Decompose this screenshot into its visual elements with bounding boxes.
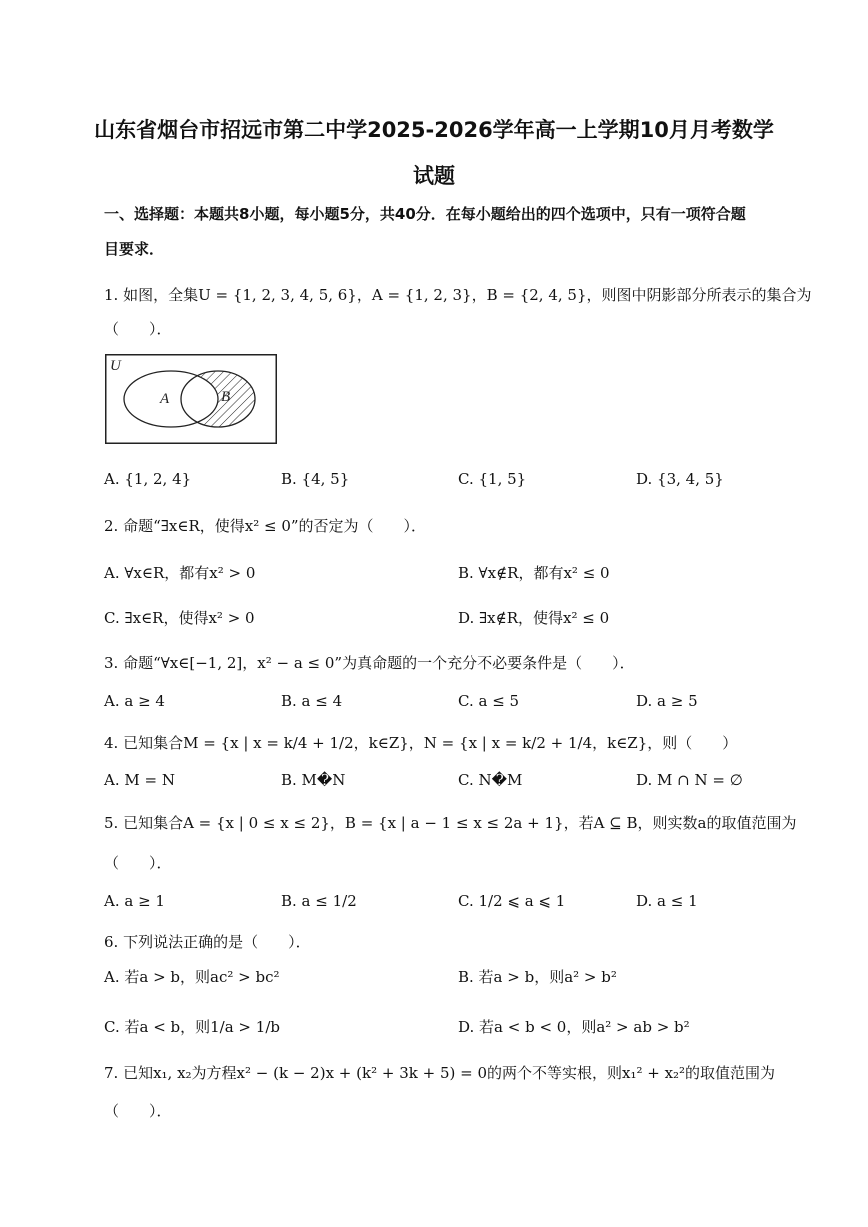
q5-option-b: B. a ≤ 1/2: [281, 892, 357, 910]
venn-label-b: B: [221, 389, 231, 405]
q1-stem: 1. 如图，全集U = {1, 2, 3, 4, 5, 6}，A = {1, 2, 3}，B = {2, 4, 5}，则图中阴影部分所表示的集合为: [104, 286, 812, 304]
q4-option-a: A. M = N: [104, 771, 175, 789]
doc-title-line1: 山东省烟台市招远市第二中学2025-2026学年高一上学期10月月考数学: [94, 118, 774, 142]
q6-option-a: A. 若a > b，则ac² > bc²: [104, 968, 280, 986]
q2-stem: 2. 命题“∃x∈R，使得x² ≤ 0”的否定为（ ）．: [104, 517, 427, 535]
q3-option-c: C. a ≤ 5: [458, 692, 520, 710]
doc-title-line2: 试题: [413, 164, 455, 188]
q3-stem: 3. 命题“∀x∈[−1, 2]，x² − a ≤ 0”为真命题的一个充分不必要条件是（ ）．: [104, 654, 635, 672]
q1-option-a: A. {1, 2, 4}: [104, 470, 192, 488]
q6-stem: 6. 下列说法正确的是（ ）．: [104, 933, 311, 951]
q4-option-b: B. M�N: [281, 771, 346, 789]
venn-label-a: A: [160, 391, 170, 407]
venn-label-u: U: [110, 358, 121, 374]
q5-stem-cont: （ ）．: [104, 854, 172, 872]
q5-option-c: C. 1/2 ⩽ a ⩽ 1: [458, 892, 566, 910]
q1-option-d: D. {3, 4, 5}: [636, 470, 724, 488]
q2-option-c: C. ∃x∈R，使得x² > 0: [104, 609, 255, 627]
q6-option-b: B. 若a > b，则a² > b²: [458, 968, 617, 986]
q3-option-d: D. a ≥ 5: [636, 692, 698, 710]
q1-option-c: C. {1, 5}: [458, 470, 527, 488]
q3-option-a: A. a ≥ 4: [104, 692, 165, 710]
q6-option-d: D. 若a < b < 0，则a² > ab > b²: [458, 1018, 690, 1036]
q2-option-b: B. ∀x∉R，都有x² ≤ 0: [458, 564, 610, 582]
q5-option-d: D. a ≤ 1: [636, 892, 698, 910]
q1-stem-cont: （ ）．: [104, 320, 172, 338]
q7-stem: 7. 已知x₁, x₂为方程x² − (k − 2)x + (k² + 3k + 5) = 0的两个不等实根，则x₁² + x₂²的取值范围为: [104, 1064, 776, 1082]
q4-option-d: D. M ∩ N = ∅: [636, 771, 743, 789]
q2-option-d: D. ∃x∉R，使得x² ≤ 0: [458, 609, 610, 627]
venn-diagram: [105, 354, 277, 444]
q1-option-b: B. {4, 5}: [281, 470, 350, 488]
q5-stem: 5. 已知集合A = {x | 0 ≤ x ≤ 2}，B = {x | a − 1 ≤ x ≤ 2a + 1}，若A ⊆ B，则实数a的取值范围为: [104, 814, 797, 832]
section-heading: 一、选择题：本题共8小题，每小题5分，共40分．在每小题给出的四个选项中，只有一项符合题: [104, 205, 746, 223]
q5-option-a: A. a ≥ 1: [104, 892, 165, 910]
q6-option-c: C. 若a < b，则1/a > 1/b: [104, 1018, 280, 1036]
q4-stem: 4. 已知集合M = {x | x = k/4 + 1/2，k∈Z}，N = {x | x = k/2 + 1/4，k∈Z}，则（ ）: [104, 734, 738, 752]
section-heading-cont: 目要求．: [104, 240, 165, 258]
q2-option-a: A. ∀x∈R，都有x² > 0: [104, 564, 256, 582]
q4-option-c: C. N�M: [458, 771, 523, 789]
q7-stem-cont: （ ）．: [104, 1102, 172, 1120]
q3-option-b: B. a ≤ 4: [281, 692, 343, 710]
